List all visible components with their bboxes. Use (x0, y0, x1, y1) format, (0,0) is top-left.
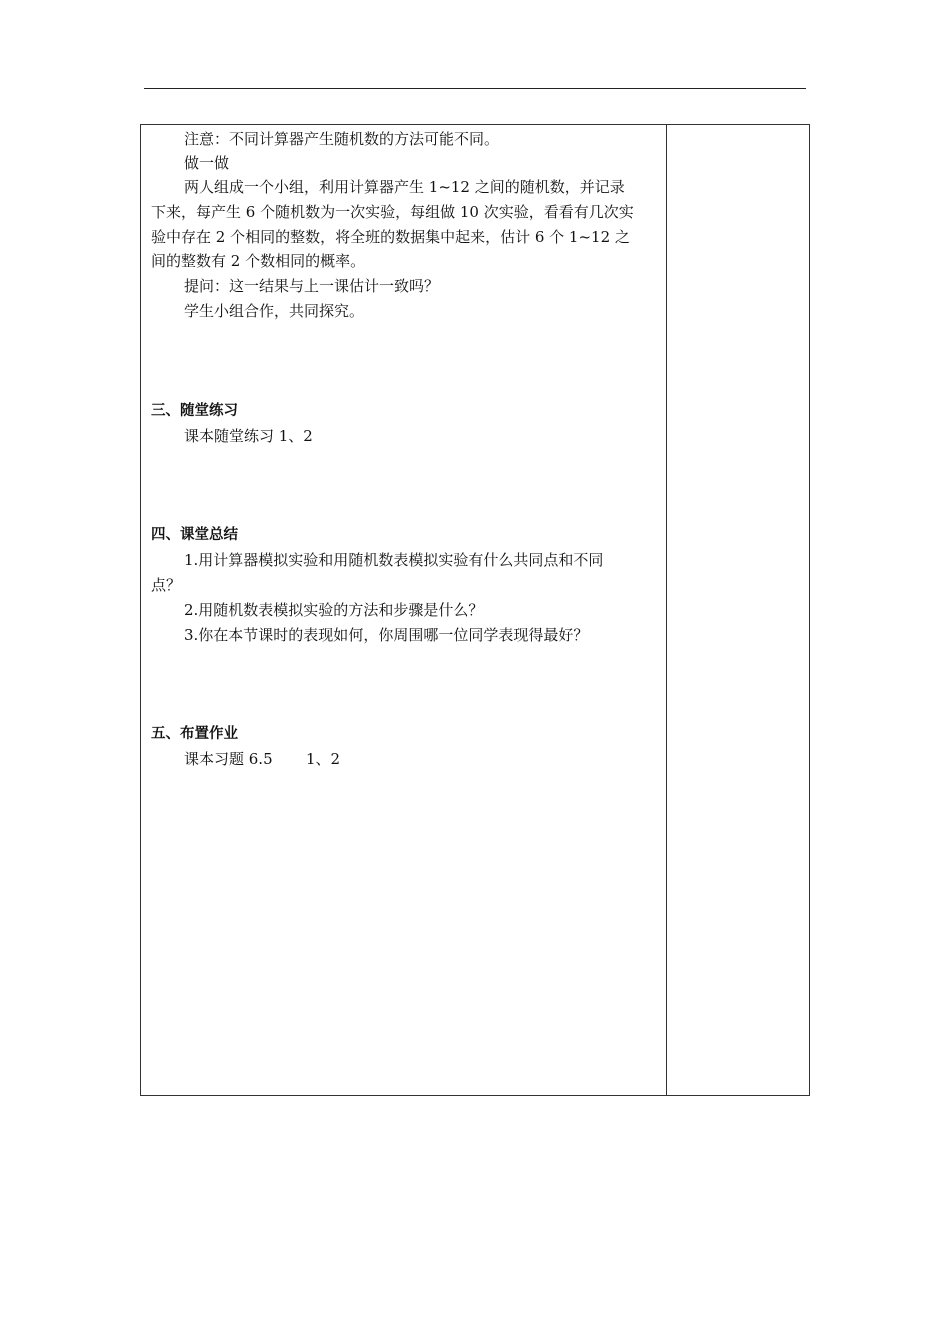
summary-item: 3.你在本节课时的表现如何，你周围哪一位同学表现得最好？ (184, 626, 589, 644)
note-line: 注意：不同计算器产生随机数的方法可能不同。 (184, 130, 500, 148)
summary-item: 点？ (151, 576, 182, 594)
activity-line: 间的整数有 2 个数相同的概率。 (151, 252, 366, 270)
section-heading-homework: 五、布置作业 (151, 726, 238, 742)
question-line: 提问：这一结果与上一课估计一致吗？ (184, 277, 440, 295)
practice-content: 课本随堂练习 1、2 (184, 427, 313, 445)
notes-cell (667, 125, 809, 1095)
homework-content: 课本习题 6.5 1、2 (184, 750, 341, 768)
section-heading-summary: 四、课堂总结 (151, 527, 238, 543)
activity-line: 下来，每产生 6 个随机数为一次实验，每组做 10 次实验，看看有几次实 (151, 203, 634, 221)
lesson-table (140, 124, 810, 1096)
summary-item: 2.用随机数表模拟实验的方法和步骤是什么？ (184, 601, 484, 619)
activity-line: 验中存在 2 个相同的整数，将全班的数据集中起来，估计 6 个 1~12 之 (151, 228, 630, 246)
activity-line: 两人组成一个小组，利用计算器产生 1~12 之间的随机数，并记录 (184, 178, 625, 196)
header-rule (144, 88, 806, 89)
group-work-line: 学生小组合作，共同探究。 (184, 302, 365, 320)
activity-title: 做一做 (184, 154, 230, 172)
summary-item: 1.用计算器模拟实验和用随机数表模拟实验有什么共同点和不同 (184, 551, 604, 569)
main-content-cell (141, 125, 666, 1095)
section-heading-practice: 三、随堂练习 (151, 403, 238, 419)
